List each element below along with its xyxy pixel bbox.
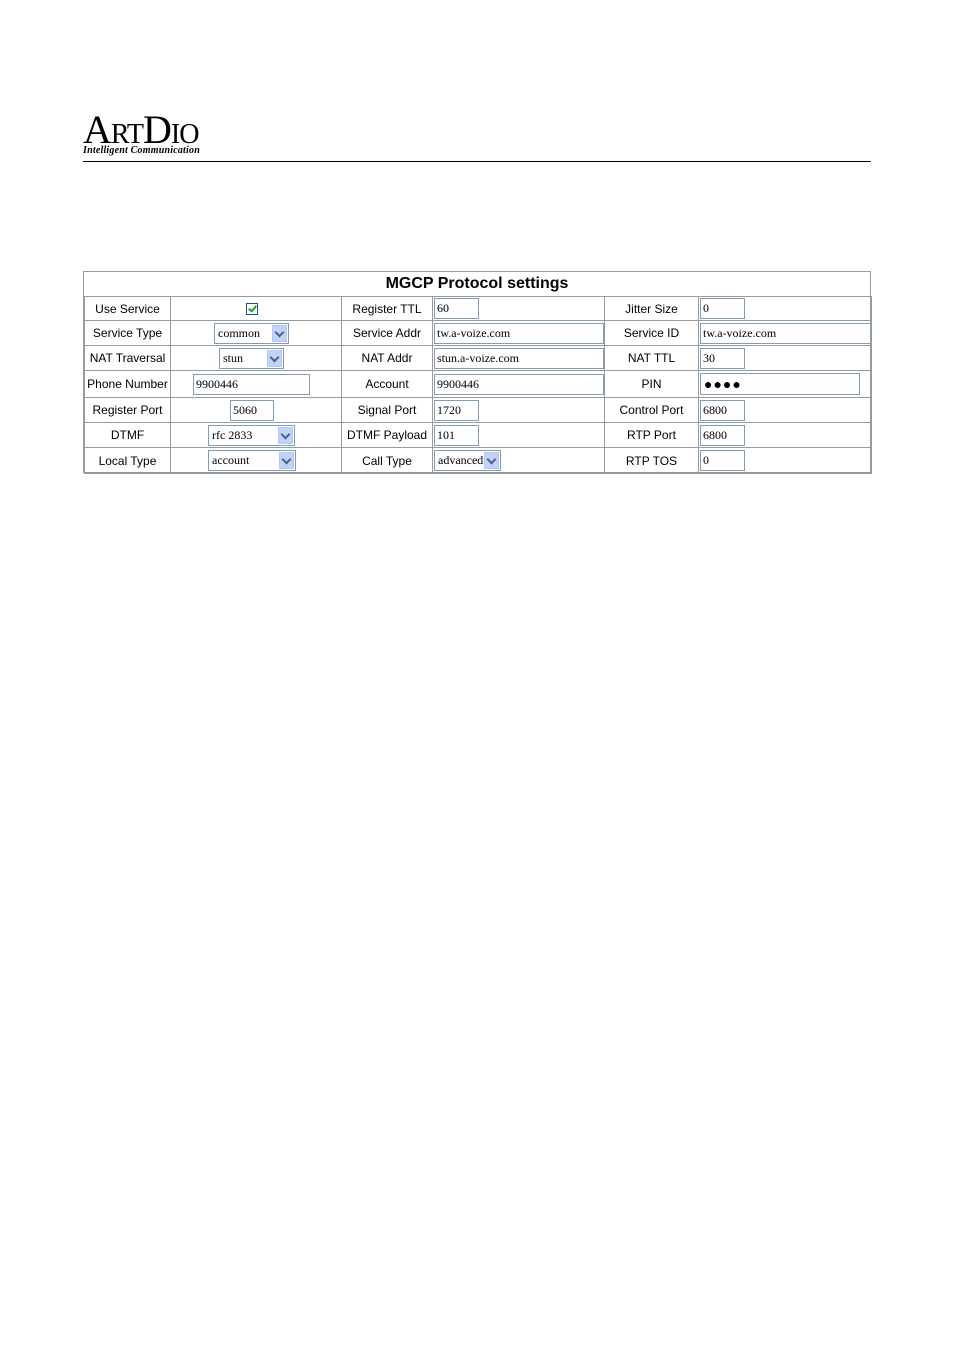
rtp-port-label: RTP Port [604, 422, 699, 448]
pin-password-input[interactable]: ●●●● [700, 373, 860, 395]
local-type-value: account [212, 453, 250, 467]
rtp-port-input[interactable]: 6800 [700, 425, 745, 446]
dtmf-value: rfc 2833 [212, 428, 253, 442]
service-type-select[interactable] [214, 323, 289, 344]
phone-number-input[interactable]: 9900446 [193, 374, 310, 395]
rtp-tos-input[interactable]: 0 [700, 450, 745, 471]
jitter-size-cell [698, 296, 872, 321]
account-input[interactable]: 9900446 [434, 374, 604, 395]
chevron-down-icon[interactable] [278, 427, 293, 444]
account-cell [432, 370, 605, 398]
nat-traversal-select[interactable] [219, 348, 284, 369]
dtmf-cell [170, 422, 342, 448]
signal-port-cell [432, 397, 605, 423]
jitter-size-input[interactable]: 0 [700, 298, 745, 319]
local-type-cell [170, 447, 342, 474]
nat-addr-input[interactable]: stun.a-voize.com [434, 348, 604, 369]
pin-cell [698, 370, 872, 398]
use-service-cell [170, 296, 342, 321]
rtp-port-cell [698, 422, 872, 448]
service-type-label: Service Type [84, 320, 171, 346]
rtp-tos-cell [698, 447, 872, 474]
nat-addr-cell [432, 345, 605, 371]
artdio-logo [83, 107, 218, 160]
register-port-input[interactable]: 5060 [230, 400, 274, 421]
service-id-input[interactable]: tw.a-voize.com [700, 323, 871, 344]
header-divider [83, 161, 871, 162]
chevron-down-icon[interactable] [272, 325, 287, 342]
nat-traversal-cell [170, 345, 342, 371]
call-type-cell [432, 447, 605, 474]
service-addr-cell [432, 320, 605, 346]
service-type-value: common [218, 326, 260, 340]
dtmf-payload-input[interactable]: 101 [434, 425, 479, 446]
phone-number-label: Phone Number [84, 370, 171, 398]
dtmf-label: DTMF [84, 422, 171, 448]
nat-traversal-value: stun [223, 351, 244, 365]
service-addr-input[interactable]: tw.a-voize.com [434, 323, 604, 344]
mgcp-settings-panel [83, 271, 871, 473]
use-service-label: Use Service [84, 296, 171, 321]
logo-tagline: Intelligent Communication [83, 145, 200, 156]
call-type-select[interactable] [434, 450, 501, 471]
call-type-value: advanced [438, 453, 484, 467]
jitter-size-label: Jitter Size [604, 296, 699, 321]
logo-wordmark: ARTDIO [83, 107, 199, 152]
nat-ttl-input[interactable]: 30 [700, 348, 745, 369]
register-port-cell [170, 397, 342, 423]
control-port-cell [698, 397, 872, 423]
pin-label: PIN [604, 370, 699, 398]
signal-port-label: Signal Port [341, 397, 433, 423]
nat-addr-label: NAT Addr [341, 345, 433, 371]
panel-title: MGCP Protocol settings [385, 275, 569, 292]
local-type-label: Local Type [84, 447, 171, 474]
service-id-label: Service ID [604, 320, 699, 346]
dtmf-select[interactable] [208, 425, 295, 446]
use-service-checkbox[interactable] [246, 303, 258, 315]
chevron-down-icon[interactable] [279, 452, 294, 469]
register-port-label: Register Port [84, 397, 171, 423]
nat-ttl-label: NAT TTL [604, 345, 699, 371]
register-ttl-label: Register TTL [341, 296, 433, 321]
rtp-tos-label: RTP TOS [604, 447, 699, 474]
local-type-select[interactable] [208, 450, 296, 471]
control-port-label: Control Port [604, 397, 699, 423]
account-label: Account [341, 370, 433, 398]
service-addr-label: Service Addr [341, 320, 433, 346]
dtmf-payload-label: DTMF Payload [341, 422, 433, 448]
register-ttl-cell [432, 296, 605, 321]
dtmf-payload-cell [432, 422, 605, 448]
register-ttl-input[interactable]: 60 [434, 298, 479, 319]
signal-port-input[interactable]: 1720 [434, 400, 479, 421]
nat-traversal-label: NAT Traversal [84, 345, 171, 371]
service-type-cell [170, 320, 342, 346]
control-port-input[interactable]: 6800 [700, 400, 745, 421]
call-type-label: Call Type [341, 447, 433, 474]
service-id-cell [698, 320, 872, 346]
chevron-down-icon[interactable] [267, 350, 282, 367]
nat-ttl-cell [698, 345, 872, 371]
phone-number-cell [170, 370, 342, 398]
chevron-down-icon[interactable] [484, 452, 499, 469]
